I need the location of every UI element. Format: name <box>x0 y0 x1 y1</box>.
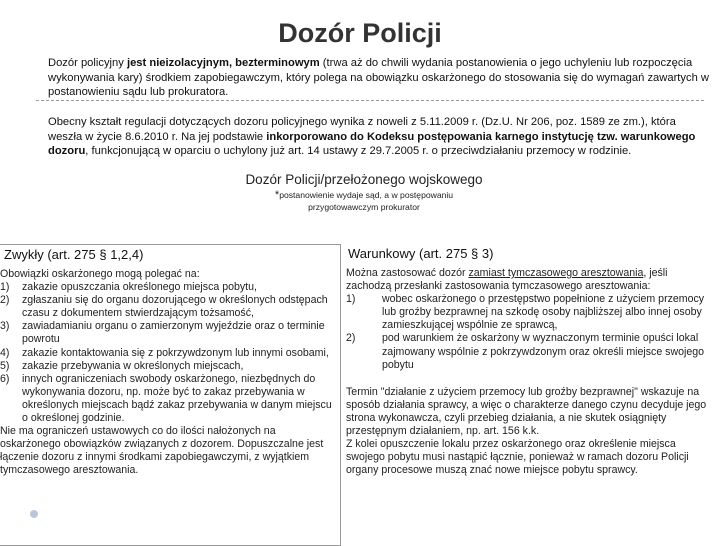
list-item-text: pod warunkiem że oskarżony w wyznaczonym terminie opuści lokal zajmowany wspólnie z pokrzywdzonym oraz określi miejsce swojego pobytu <box>382 332 705 371</box>
conditional-paragraph-1: Termin "działanie z użyciem przemocy lub groźby bezprawnej" wskazuje na sposób działania sprawcy, a więc o charakterze danego czynu decyduje jego strona wykonawcza, czyli przebieg działania, a nie skutek osiągnięty przestępnym działaniem, np. art. 156 k.k. <box>346 385 707 438</box>
list-item-text: innych ograniczeniach swobody oskarżonego, niezbędnych do wykonywania dozoru, np. może być to zakaz przebywania w określonych miejscach bądź zakaz przebywania w danym miejscu o określonej godzinie. <box>22 372 332 425</box>
center-heading: Dozór Policji/przełożonego wojskowego <box>245 172 483 187</box>
list-item-number: 2) <box>346 332 356 345</box>
conditional-paragraph-2: Z kolei opuszczenie lokalu przez oskarżonego oraz określenie miejsca swojego pobytu musi nastąpić łącznie, ponieważ w ramach dozoru Policji organy procesowe muszą znać nowe miejsce pobytu sprawcy. <box>346 438 689 477</box>
divider-dashed <box>36 100 704 101</box>
conditional-heading: Warunkowy (art. 275 § 3) <box>348 246 494 261</box>
list-item-number: 3) <box>0 320 10 333</box>
conditional-conditions-list <box>346 293 714 372</box>
list-item <box>346 332 714 371</box>
history-paragraph <box>48 115 710 159</box>
list-item-text: zgłaszaniu się do organu dozorującego w określonych odstępach czasu z dokumentem stwierdzającym tożsamość, <box>22 294 328 320</box>
list-item <box>0 294 334 320</box>
list-item <box>0 347 334 360</box>
list-item-text: zakazie przebywania w określonych miejscach, <box>22 359 244 372</box>
conditional-lead <box>346 267 714 293</box>
conditional-body <box>346 261 720 477</box>
ordinary-heading: Zwykły (art. 275 § 1,2,4) <box>4 247 144 262</box>
ordinary-duties-list <box>0 281 334 425</box>
list-item-number: 4) <box>0 346 10 359</box>
list-item-text: zawiadamianiu organu o zamierzonym wyjeździe oraz o terminie powrotu <box>22 320 325 346</box>
list-item-number: 2) <box>0 294 10 307</box>
center-note-star: * <box>274 189 280 201</box>
list-item <box>346 293 714 332</box>
ordinary-lead: Obowiązki oskarżonego mogą polegać na: <box>0 268 200 280</box>
center-note-line2: przygotowawczym prokurator <box>308 202 420 212</box>
list-item <box>0 320 334 346</box>
intro-bold: jest nieizolacyjnym, bezterminowym <box>126 57 320 69</box>
page-title: Dozór Policji <box>278 18 442 48</box>
conditional-supervision-column <box>346 244 720 544</box>
history-bold: inkorporowano do Kodeksu postępowania karnego instytucję tzw. warunkowego dozoru <box>48 130 696 157</box>
history-text-2: , funkcjonującą w oparciu o uchylony już art. 14 ustawy z 29.7.2005 r. o przeciwdziałaniu przemocy w rodzinie. <box>85 145 632 157</box>
history-text-1: Obecny kształt regulacji dotyczących dozoru policyjnego wynika z noweli z 5.11.2009 r. (Dz.U. Nr 206, poz. 1589 ze zm.), która weszła w życie 8.6.2010 r. Na jej podstawie <box>48 116 676 143</box>
conditional-lead-1: Można zastosować dozór <box>346 267 469 279</box>
intro-paragraph <box>48 56 710 100</box>
list-item-text: wobec oskarżonego o przestępstwo popełnione z użyciem przemocy lub groźby bezprawnej na szkodę osoby najbliższej albo innej osoby zamieszkującej wspólnie ze sprawcą, <box>382 293 705 332</box>
list-item-number: 1) <box>346 293 356 306</box>
slide-bullet-dot <box>30 510 38 518</box>
list-item-text: zakazie opuszczania określonego miejsca pobytu, <box>22 281 257 294</box>
list-item-number: 1) <box>0 281 10 294</box>
list-item-number: 5) <box>0 359 10 372</box>
ordinary-body <box>0 262 340 478</box>
center-note-line1: postanowienie wydaje sąd, a w postępowaniu <box>279 190 454 200</box>
list-item-text: zakazie kontaktowania się z pokrzywdzonym lub innymi osobami, <box>22 346 329 359</box>
list-item <box>0 360 334 373</box>
ordinary-closing: Nie ma ograniczeń ustawowych co do ilości nałożonych na oskarżonego obowiązków związanych z dozorem. Dopuszczalne jest łączenie dozoru z innymi środkami zapobiegawczymi, z wyjątkiem tymczasowego aresztowania. <box>0 425 324 477</box>
intro-text-1: Dozór policyjny <box>48 57 127 69</box>
center-heading-box <box>228 172 500 213</box>
conditional-lead-underlined: zamiast tymczasowego aresztowania <box>468 267 644 279</box>
list-item <box>0 281 334 294</box>
list-item <box>0 373 334 425</box>
intro-text-2: (trwa aż do chwili wydania postanowienia o jego uchyleniu lub rozpoczęcia wykonywania kary) środkiem zapobiegawczym, który polega na obowiązku oskarżonego do stosowania się do wymagań zawartych w postanowieniu sądu lub prokuratora. <box>48 57 710 98</box>
list-item-number: 6) <box>0 372 10 385</box>
center-note <box>228 189 500 213</box>
conditional-lead-2: , jeśli zachodzą przesłanki zastosowania tymczasowego aresztowania: <box>346 267 668 293</box>
ordinary-supervision-column <box>0 244 341 546</box>
